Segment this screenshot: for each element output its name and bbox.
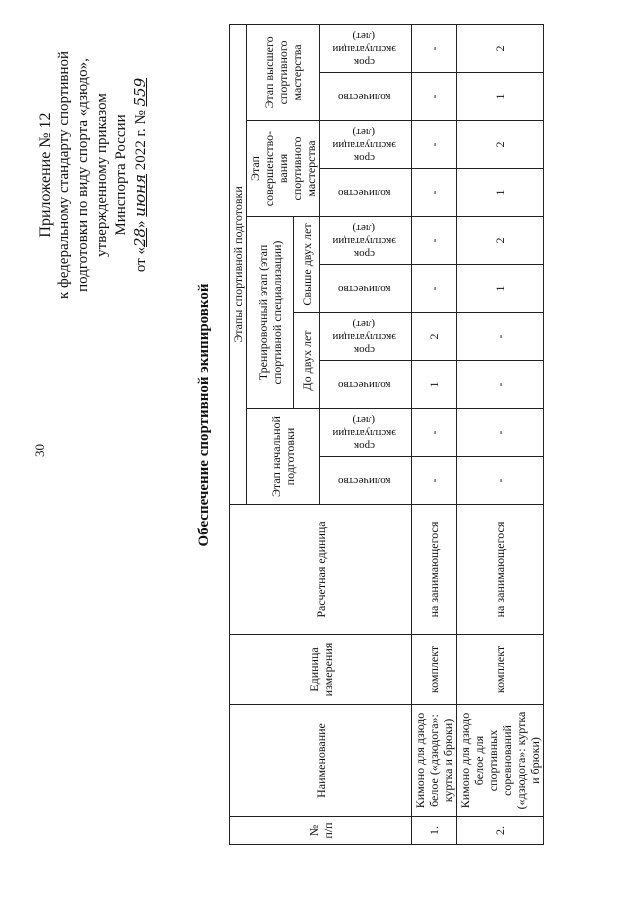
row-calc-unit: на занимающегося [457, 505, 544, 635]
header-qty: количество [320, 169, 412, 217]
equipment-table [229, 24, 544, 845]
row-cell: - [412, 409, 457, 457]
row-unit: комплект [412, 635, 457, 705]
header-training-over-two: Свыше двух лет [294, 217, 320, 313]
header-calc-unit: Расчетная единица [230, 505, 412, 635]
row-calc-unit: на занимающегося [412, 505, 457, 635]
table-row [412, 24, 457, 844]
row-cell: 1 [457, 169, 544, 217]
header-stage-higher: Этап высшего спортивного мастерства [247, 24, 320, 120]
row-name: Кимоно для дзюдо белое для спортивных соревнований («дзюдога»: куртка и брюки) [457, 705, 544, 817]
appendix-header [36, 25, 151, 325]
header-qty: количество [320, 73, 412, 121]
row-cell: 1 [412, 361, 457, 409]
row-cell: 2 [457, 121, 544, 169]
header-name: Наименование [230, 705, 412, 817]
table-row [457, 24, 544, 844]
header-qty: количество [320, 265, 412, 313]
row-cell: - [412, 265, 457, 313]
row-cell: 2 [457, 24, 544, 72]
header-stages: Этапы спортивной подготовки [230, 24, 247, 504]
page-number: 30 [32, 444, 47, 457]
row-cell: 2 [412, 313, 457, 361]
row-cell: - [457, 361, 544, 409]
header-term: срок эксплуатации (лет) [320, 217, 412, 265]
header-term: срок эксплуатации (лет) [320, 121, 412, 169]
row-num: 1. [412, 817, 457, 845]
date-year: 2022 г. № [133, 106, 149, 175]
order-number-handwritten: 559 [131, 77, 149, 107]
row-unit: комплект [457, 635, 544, 705]
date-mid: » [133, 216, 149, 228]
header-num: № п/п [230, 817, 412, 845]
appendix-line-5: Минспорта России [113, 114, 129, 236]
row-cell: - [412, 457, 457, 505]
header-row-1 [230, 24, 247, 844]
date-day-handwritten: 28 [131, 227, 149, 248]
header-stage-training: Тренировочный этап (этап спортивной специализации) [247, 217, 294, 409]
row-cell: 1 [457, 265, 544, 313]
row-cell: 1 [457, 73, 544, 121]
row-cell: 2 [457, 217, 544, 265]
row-cell: - [457, 409, 544, 457]
appendix-line-3: подготовки по виду спорта «дзюдо», [75, 58, 91, 292]
date-month-handwritten: июня [131, 174, 149, 217]
appendix-line-1: Приложение № 12 [37, 112, 54, 238]
row-cell: - [412, 169, 457, 217]
header-qty: количество [320, 361, 412, 409]
header-term: срок эксплуатации (лет) [320, 409, 412, 457]
document-title: Обеспечение спортивной экипировкой [196, 283, 212, 547]
row-name: Кимоно для дзюдо белое («дзюдога»: куртка и брюки) [412, 705, 457, 817]
row-cell: - [412, 24, 457, 72]
row-cell: - [412, 217, 457, 265]
appendix-line-4: утвержденному приказом [94, 93, 110, 257]
appendix-line-2: к федеральному стандарту спортивной [56, 50, 72, 300]
row-cell: - [412, 121, 457, 169]
row-cell: - [457, 457, 544, 505]
header-stage-initial: Этап начальной подготовки [247, 409, 320, 505]
row-cell: - [412, 73, 457, 121]
header-unit: Единица измерения [230, 635, 412, 705]
header-qty: количество [320, 457, 412, 505]
header-term: срок эксплуатации (лет) [320, 24, 412, 72]
header-term: срок эксплуатации (лет) [320, 313, 412, 361]
appendix-date-line [131, 25, 151, 325]
header-stage-improvement: Этап совершенство-вания спортивного мастерства [247, 121, 320, 217]
header-training-up-to-two: До двух лет [294, 313, 320, 409]
date-prefix: от « [133, 247, 149, 273]
row-cell: - [457, 313, 544, 361]
row-num: 2. [457, 817, 544, 845]
